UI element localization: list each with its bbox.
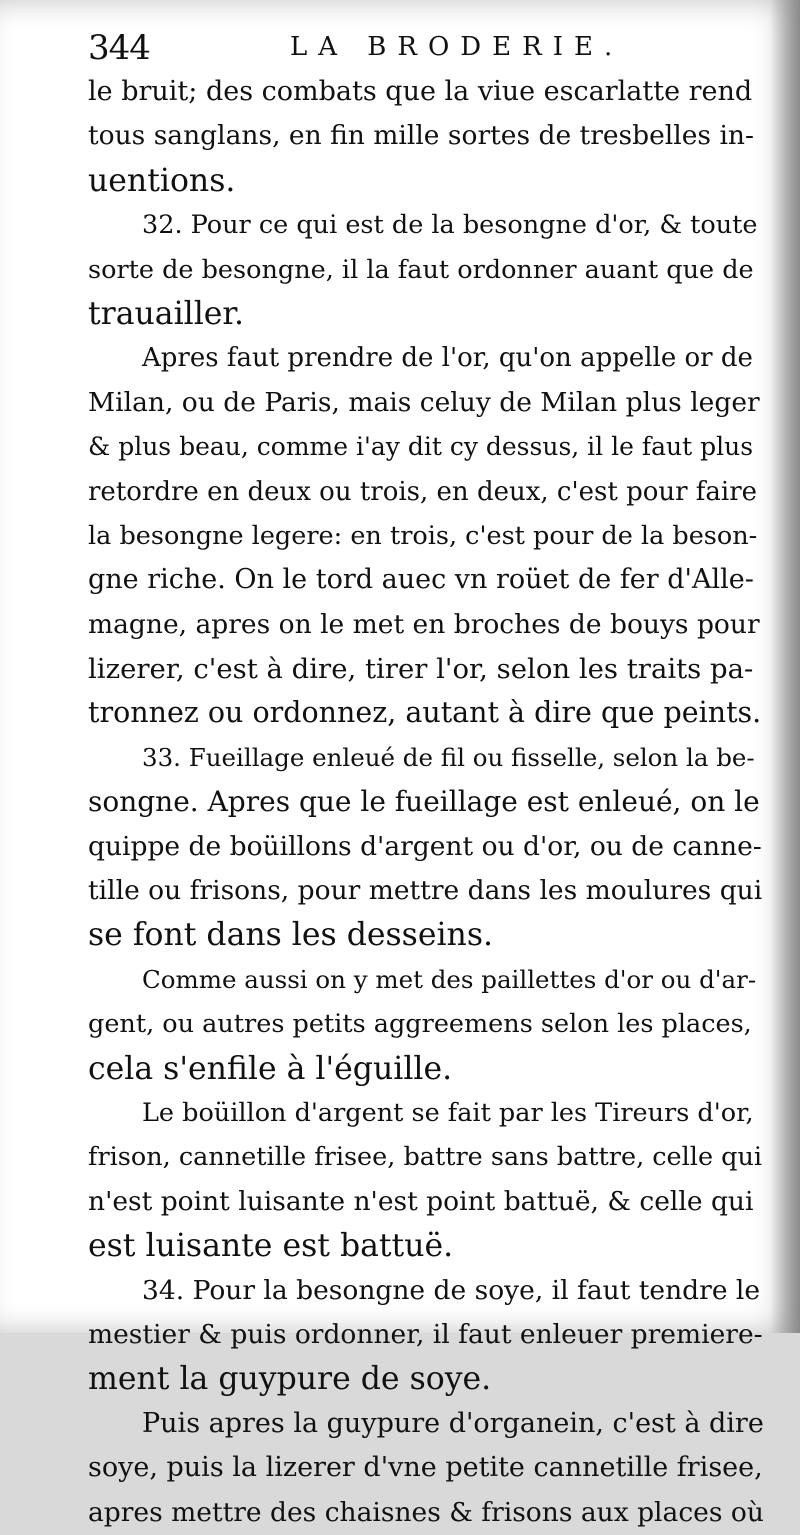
page-number: 344 <box>88 28 150 68</box>
text-line: Milan, ou de Paris, mais celuy de Milan plus leger <box>88 386 760 418</box>
text-line: sorte de besongne, il la faut ordonner auant que de <box>88 254 754 285</box>
text-line: quippe de boüillons d'argent ou d'or, ou de canne- <box>88 830 762 862</box>
text-line: est luisante est battuë. <box>88 1228 454 1265</box>
text-line: gent, ou autres petits aggreemens selon les places, <box>88 1009 752 1040</box>
text-line: apres mettre des chaisnes & frisons aux places où <box>88 1496 764 1528</box>
text-line: trauailler. <box>88 295 245 332</box>
text-line: mestier & puis ordonner, il faut enleuer premiere- <box>88 1318 763 1350</box>
text-line: Comme aussi on y met des paillettes d'or ou d'ar- <box>142 964 757 994</box>
text-line: 33. Fueillage enleué de fil ou fisselle, selon la be- <box>142 742 755 772</box>
text-line: retordre en deux ou trois, en deux, c'est pour faire <box>88 476 758 507</box>
text-line: uentions. <box>88 162 236 199</box>
text-line: 32. Pour ce qui est de la besongne d'or, & toute <box>142 210 758 241</box>
text-line: lizerer, c'est à dire, tirer l'or, selon les traits pa- <box>88 653 754 686</box>
page-header <box>88 28 728 68</box>
text-line: la besongne legere: en trois, c'est pour de la beson- <box>88 520 758 551</box>
text-line: Puis apres la guypure d'organein, c'est à dire <box>142 1407 764 1439</box>
text-line: 34. Pour la besongne de soye, il faut tendre le <box>142 1274 761 1306</box>
text-line: n'est point luisante n'est point battuë, & celle qui <box>88 1185 754 1217</box>
text-line: magne, apres on le met en broches de bouys pour <box>88 608 760 640</box>
text-line: & plus beau, comme i'ay dit cy dessus, il le faut plus <box>88 432 754 462</box>
text-line: soye, puis la lizerer d'vne petite cannetille frisee, <box>88 1452 763 1484</box>
text-line: tille ou frisons, pour mettre dans les moulures qui <box>88 875 763 907</box>
page-edge-shadow <box>770 0 800 1333</box>
text-line: cela s'enfile à l'éguille. <box>88 1050 453 1087</box>
text-line: ment la guypure de soye. <box>88 1361 492 1398</box>
running-title: LA BRODERIE. <box>290 32 624 62</box>
text-line: le bruit; des combats que la viue escarlatte rend <box>88 76 753 107</box>
text-line: Le boüillon d'argent se fait par les Tireurs d'or, <box>142 1097 754 1128</box>
text-line: Apres faut prendre de l'or, qu'on appelle or de <box>142 343 753 374</box>
text-line: tronnez ou ordonnez, autant à dire que peints. <box>88 696 762 730</box>
body-text <box>88 70 764 1535</box>
text-line: tous sanglans, en fin mille sortes de tresbelles in- <box>88 120 754 152</box>
text-line: se font dans les desseins. <box>88 917 494 954</box>
text-line: songne. Apres que le fueillage est enleué, on le <box>88 785 760 819</box>
text-line: gne riche. On le tord auec vn roüet de fer d'Alle- <box>88 564 754 596</box>
text-line: frison, cannetille frisee, battre sans battre, celle qui <box>88 1142 763 1173</box>
